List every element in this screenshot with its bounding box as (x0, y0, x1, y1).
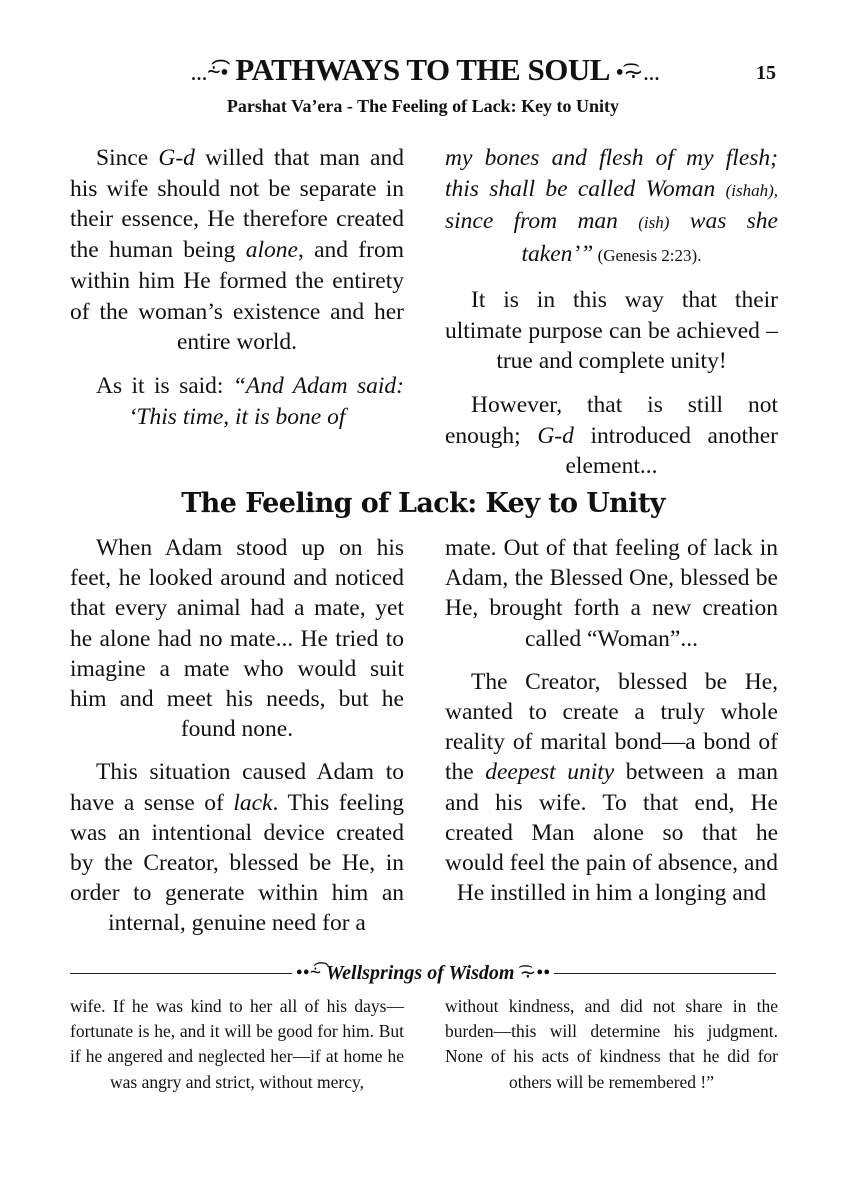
bottom-right-column (445, 533, 778, 921)
paragraph (70, 371, 404, 432)
paragraph (445, 390, 778, 482)
text-run: introduced another element... (565, 422, 778, 480)
ornament-left-icon: ...⸞͡• (190, 60, 229, 86)
text-run: G-d (158, 145, 195, 171)
paragraph (70, 757, 404, 938)
text-run: As it is said: (96, 372, 233, 399)
text-run: mate. Out of that feeling of lack in Adam, the Blessed One, blessed be He, brought forth a new creation called “Woman”... (445, 535, 778, 652)
footer-left-column (70, 994, 404, 1095)
text-run: willed that man and his wife should not be separate in their essence, He therefore created the human being (70, 145, 404, 264)
footer-left-text: wife. If he was kind to her all of his days—fortunate is he, and it will be good for him. But if he angered and neglected her—if at home he was angry and strict, without mercy, (70, 996, 404, 1092)
text-run: “And Adam said: ‘This time, it is bone of (128, 372, 404, 430)
paragraph (70, 143, 404, 358)
text-run: Since (96, 145, 159, 171)
footer-title (0, 958, 846, 985)
running-header-title (130, 52, 720, 88)
footer-ornament-right-icon: ͡⸟•• (519, 962, 551, 984)
text-run: was she taken’” (521, 208, 778, 268)
text-run: This situation caused Adam to have a sense of (70, 759, 404, 816)
text-run: deepest unity (485, 759, 615, 786)
text-run: lack (233, 789, 273, 816)
paragraph (70, 533, 404, 744)
page-number: 15 (756, 62, 776, 84)
text-run: (Genesis 2:23). (593, 246, 702, 266)
text-run: (ish) (638, 213, 670, 233)
bottom-left-column (70, 533, 404, 952)
text-run: alone (245, 237, 298, 264)
top-right-column (445, 143, 778, 495)
paragraph (445, 667, 778, 909)
text-run: G-d (537, 422, 574, 449)
text-run: The Creator, blessed be He, wanted to create a truly whole reality of marital bond—a bond of the (445, 668, 778, 786)
text-run: my bones and flesh of my flesh; this shall be called Woman (445, 145, 778, 202)
footer-title-text: Wellsprings of Wisdom (325, 962, 515, 984)
section-heading: The Feeling of Lack: Key to Unity (181, 488, 665, 519)
text-run: since from man (445, 208, 639, 235)
ornament-right-icon: •͡⸟... (615, 60, 660, 86)
text-run: , and from within him He formed the entirety of the woman’s existence and her entire world. (70, 237, 404, 356)
text-run: between a man and his wife. To that end, He created Man alone so that he would feel the pain of absence, and He instilled in him a longing and (445, 759, 778, 907)
footer-right-text: without kindness, and did not share in the burden—this will determine his judgment. None of his acts of kindness that he did for others will be remembered !” (445, 996, 778, 1092)
paragraph (445, 285, 778, 377)
text-run: It is in this way that their ultimate purpose can be achieved – true and complete unity! (445, 286, 778, 375)
text-run: However, that is still not enough; (445, 391, 778, 449)
book-title: PATHWAYS TO THE SOUL (235, 52, 609, 87)
chapter-subtitle: Parshat Va’era - The Feeling of Lack: Key to Unity (226, 96, 620, 116)
footer-ornament-left-icon: ••⸞͡ (295, 962, 322, 984)
paragraph (445, 533, 778, 654)
paragraph (445, 143, 778, 272)
text-run: When Adam stood up on his feet, he looked around and noticed that every animal had a mate, yet he alone had no mate... He tried to imagine a mate who would suit him and meet his needs, but he found none. (70, 535, 404, 743)
text-run: . This feeling was an intentional device created by the Creator, blessed be He, in order to generate within him an internal, genuine need for a (70, 789, 404, 937)
footer-right-column (445, 994, 778, 1095)
text-run: (ishah), (725, 180, 778, 200)
top-left-column (70, 143, 404, 445)
